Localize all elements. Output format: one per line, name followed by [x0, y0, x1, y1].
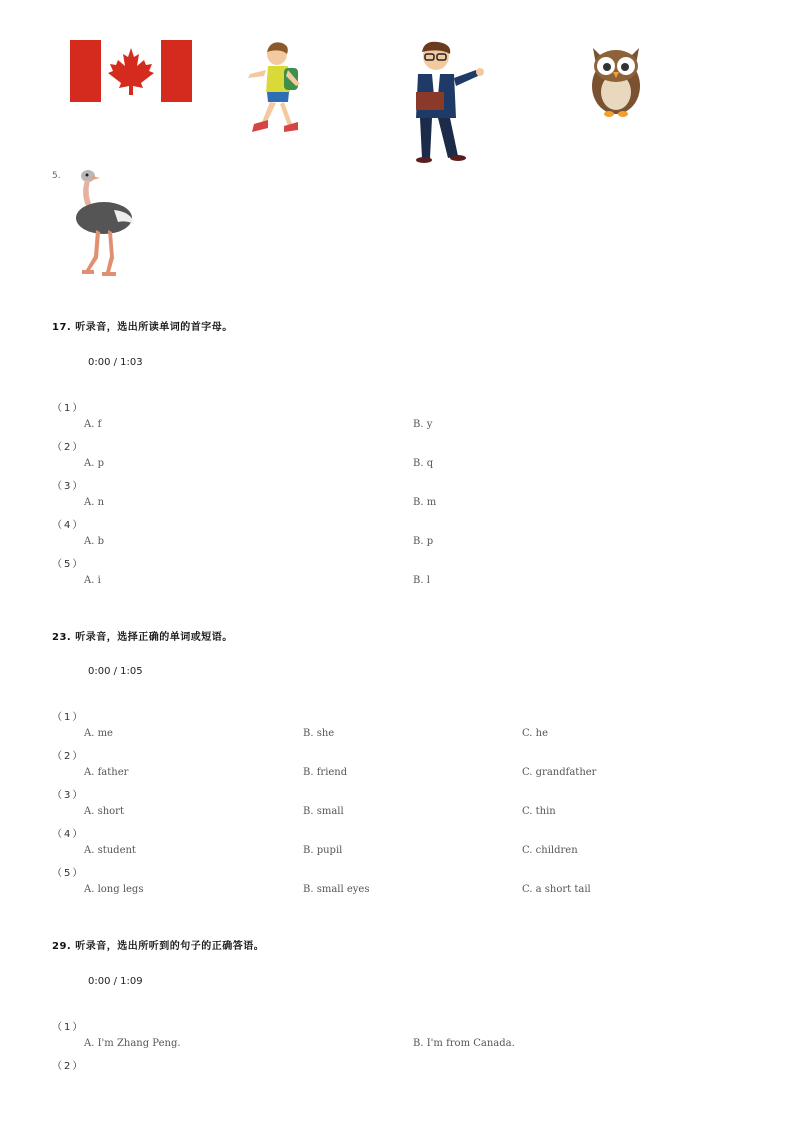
- q29-item-1-number: （1）: [52, 1022, 85, 1033]
- q23-item-3-option-a[interactable]: A. short: [84, 806, 124, 817]
- q23-item-4-option-b[interactable]: B. pupil: [303, 845, 343, 856]
- ostrich-image: [70, 166, 140, 278]
- q23-item-2-option-b[interactable]: B. friend: [303, 767, 348, 778]
- walking-boy-image: [240, 40, 310, 140]
- question-17-audio-time[interactable]: 0:00 / 1:03: [88, 357, 143, 368]
- owl-image: [585, 40, 647, 120]
- q17-item-1-option-b[interactable]: B. y: [413, 419, 433, 430]
- q17-item-5-number: （5）: [52, 559, 85, 570]
- question-23-audio-time[interactable]: 0:00 / 1:05: [88, 666, 143, 677]
- image-item-number: 5.: [52, 171, 61, 181]
- q23-item-4-option-c[interactable]: C. children: [522, 845, 578, 856]
- q23-item-2-option-a[interactable]: A. father: [84, 767, 129, 778]
- q17-item-1-option-a[interactable]: A. f: [84, 419, 102, 430]
- q23-item-2-option-c[interactable]: C. grandfather: [522, 767, 597, 778]
- q23-item-3-option-c[interactable]: C. thin: [522, 806, 556, 817]
- q17-item-1-number: （1）: [52, 403, 85, 414]
- q17-item-2-option-b[interactable]: B. q: [413, 458, 434, 469]
- q23-item-1-option-c[interactable]: C. he: [522, 728, 549, 739]
- q17-item-4-option-a[interactable]: A. b: [84, 536, 104, 547]
- teacher-image: [410, 40, 490, 165]
- q23-item-1-option-a[interactable]: A. me: [84, 728, 113, 739]
- q17-item-4-option-b[interactable]: B. p: [413, 536, 434, 547]
- q23-item-3-number: （3）: [52, 790, 85, 801]
- q23-item-2-number: （2）: [52, 751, 85, 762]
- q17-item-4-number: （4）: [52, 520, 85, 531]
- q23-item-5-number: （5）: [52, 868, 85, 879]
- q23-item-5-option-a[interactable]: A. long legs: [84, 884, 144, 895]
- question-29-audio-time[interactable]: 0:00 / 1:09: [88, 976, 143, 987]
- q23-item-1-number: （1）: [52, 712, 85, 723]
- q23-item-4-option-a[interactable]: A. student: [84, 845, 136, 856]
- q29-item-2-number: （2）: [52, 1061, 85, 1072]
- q29-item-1-option-a[interactable]: A. I'm Zhang Peng.: [84, 1038, 181, 1049]
- q17-item-2-number: （2）: [52, 442, 85, 453]
- q17-item-5-option-a[interactable]: A. i: [84, 575, 101, 586]
- q23-item-3-option-b[interactable]: B. small: [303, 806, 344, 817]
- question-17-title: 17. 听录音，选出所读单词的首字母。: [52, 322, 233, 333]
- question-29-title: 29. 听录音，选出所听到的句子的正确答语。: [52, 941, 265, 952]
- q17-item-5-option-b[interactable]: B. l: [413, 575, 430, 586]
- q23-item-1-option-b[interactable]: B. she: [303, 728, 335, 739]
- q17-item-3-option-a[interactable]: A. n: [84, 497, 105, 508]
- q23-item-5-option-c[interactable]: C. a short tail: [522, 884, 591, 895]
- q29-item-1-option-b[interactable]: B. I'm from Canada.: [413, 1038, 515, 1049]
- canada-flag-image: [70, 40, 192, 102]
- q17-item-3-option-b[interactable]: B. m: [413, 497, 437, 508]
- q23-item-4-number: （4）: [52, 829, 85, 840]
- q17-item-3-number: （3）: [52, 481, 85, 492]
- q23-item-5-option-b[interactable]: B. small eyes: [303, 884, 370, 895]
- question-23-title: 23. 听录音，选择正确的单词或短语。: [52, 632, 233, 643]
- q17-item-2-option-a[interactable]: A. p: [84, 458, 104, 469]
